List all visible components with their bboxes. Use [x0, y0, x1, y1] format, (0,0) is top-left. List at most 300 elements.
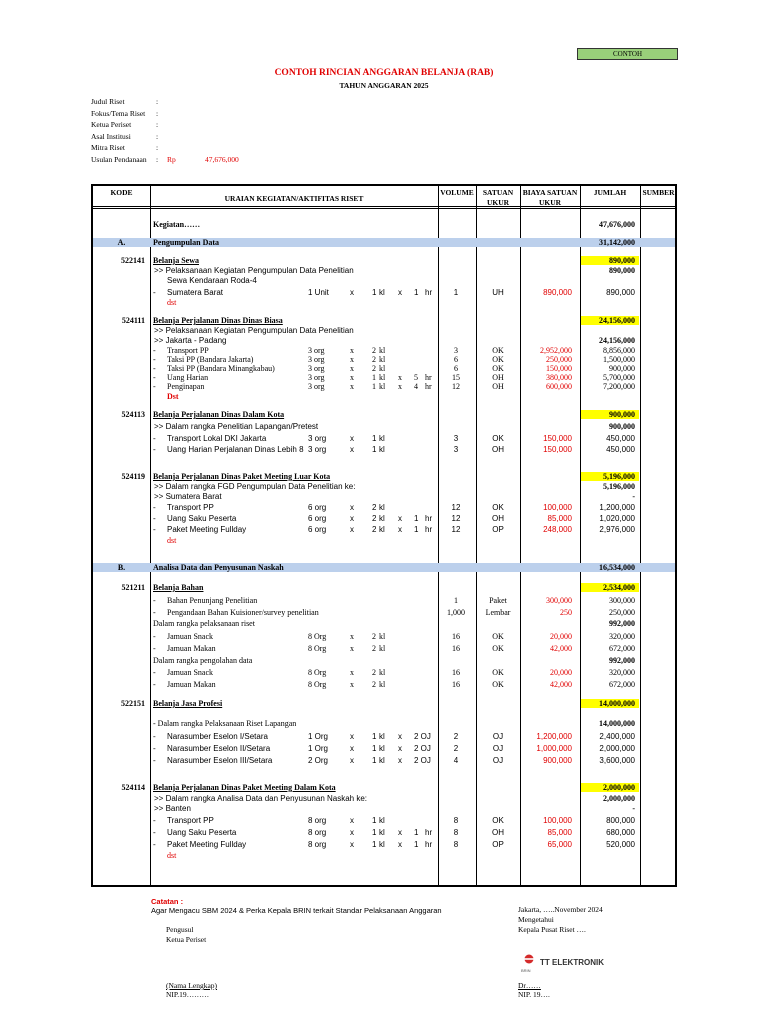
qty-times-unit: kl	[379, 373, 386, 382]
table-row	[93, 644, 675, 654]
qty-x1: x	[350, 668, 354, 677]
table-row-group	[93, 316, 675, 326]
row-amount: 520,000	[606, 840, 635, 849]
qty-x1: x	[350, 288, 354, 297]
proposer-role: Ketua Periset	[166, 935, 207, 944]
qty-times-unit: kl	[379, 756, 385, 765]
qty-x1: x	[350, 840, 354, 849]
row-unit: OJ	[492, 732, 504, 741]
qty-days-unit: hr	[425, 840, 433, 849]
row-volume: 2	[453, 744, 459, 753]
table-row	[93, 680, 675, 690]
row-amount: 900,000	[609, 410, 635, 419]
qty-x1: x	[350, 346, 354, 355]
qty-times-unit: kl	[379, 644, 386, 653]
table-row-dst	[93, 536, 675, 546]
row-unit-cost: 20,000	[550, 632, 572, 641]
qty-x2: x	[398, 514, 402, 523]
proposer-label: Pengusul	[166, 925, 194, 934]
qty-x1: x	[350, 382, 354, 391]
row-unit: OK	[492, 434, 504, 443]
row-amount: 890,000	[606, 288, 635, 297]
row-description: >> Dalam rangka Analisa Data dan Penyusunan Naskah ke:	[154, 794, 368, 803]
row-volume: 1	[454, 596, 458, 605]
row-amount: 14,000,000	[599, 699, 635, 708]
row-unit: OH	[492, 445, 504, 454]
row-unit-cost: 250	[560, 608, 572, 617]
row-unit-cost: 1,200,000	[536, 732, 572, 741]
row-description: dst	[167, 536, 177, 545]
row-description: Pengandaan Bahan Kuisioner/survey penelitian	[167, 608, 319, 617]
qty-times: 1	[372, 373, 376, 382]
row-code: 524113	[121, 410, 145, 419]
row-unit-cost: 42,000	[550, 644, 572, 653]
row-volume: 3	[453, 434, 459, 443]
qty-days-unit: hr	[425, 828, 433, 837]
qty-days: 4	[414, 382, 418, 391]
qty-days: 1	[414, 514, 419, 523]
row-description: >> Jakarta - Padang	[154, 336, 227, 345]
row-dash: -	[153, 364, 156, 373]
qty-times-unit: kl	[379, 445, 385, 454]
qty-times: 1	[372, 732, 377, 741]
qty-x2: x	[398, 828, 402, 837]
row-code: A.	[117, 238, 126, 247]
info-label: Mitra Riset	[91, 143, 125, 153]
row-volume: 3	[454, 346, 458, 355]
proposer-nip: NIP.19………	[166, 990, 210, 999]
row-unit-cost: 150,000	[546, 364, 572, 373]
qty-days: 2 OJ	[414, 732, 431, 741]
info-currency: Rp	[167, 155, 176, 164]
qty-times-unit: kl	[379, 732, 385, 741]
table-row-sub2	[93, 492, 675, 502]
row-description: Transport Lokal DKI Jakarta	[167, 434, 267, 443]
header-biaya: BIAYA SATUAN UKUR	[522, 188, 578, 207]
row-amount: 2,000,000	[603, 783, 635, 792]
row-dash: -	[153, 828, 156, 837]
table-row	[93, 756, 675, 766]
qty-people: 8 Org	[308, 668, 327, 677]
row-unit-cost: 85,000	[547, 514, 572, 523]
qty-people: 8 org	[308, 828, 327, 837]
proposer-name: (Nama Lengkap)	[166, 981, 218, 990]
qty-times-unit: kl	[379, 525, 385, 534]
table-row	[93, 732, 675, 742]
info-separator: :	[156, 143, 159, 153]
row-amount: 320,000	[609, 632, 635, 641]
qty-times-unit: kl	[379, 816, 385, 825]
qty-x1: x	[350, 732, 354, 741]
qty-days: 1	[414, 840, 419, 849]
row-unit: OK	[492, 346, 504, 355]
row-amount: 672,000	[609, 644, 635, 653]
row-unit-cost: 20,000	[550, 668, 572, 677]
info-label: Ketua Periset	[91, 120, 132, 130]
qty-days-unit: hr	[425, 525, 433, 534]
qty-people: 8 Org	[308, 644, 327, 653]
approver-role: Kepala Pusat Riset ….	[518, 925, 586, 934]
table-row	[93, 668, 675, 678]
row-dash: -	[153, 355, 156, 364]
table-row-sub2	[93, 804, 675, 814]
table-row	[93, 382, 675, 392]
row-dash: -	[153, 514, 156, 523]
place-date: Jakarta, …..November 2024	[518, 905, 603, 914]
qty-days: 5	[414, 373, 418, 382]
row-amount: 800,000	[606, 816, 635, 825]
row-description: Taksi PP (Bandara Minangkabau)	[167, 364, 275, 373]
row-amount: 890,000	[609, 266, 635, 275]
qty-times-unit: kl	[379, 840, 385, 849]
qty-people: 3 org	[308, 364, 325, 373]
qty-times-unit: kl	[379, 382, 386, 391]
row-unit: OJ	[492, 756, 504, 765]
qty-x2: x	[398, 373, 402, 382]
qty-x2: x	[398, 525, 402, 534]
qty-times-unit: kl	[379, 503, 385, 512]
qty-times: 2	[372, 668, 376, 677]
row-unit-cost: 900,000	[543, 756, 572, 765]
row-dash: -	[153, 346, 156, 355]
qty-people: 1 Org	[308, 744, 329, 753]
row-dash: -	[153, 632, 156, 641]
row-amount: 47,676,000	[599, 220, 635, 229]
row-code: B.	[117, 563, 126, 572]
qty-x1: x	[350, 364, 354, 373]
table-row	[93, 525, 675, 535]
qty-people: 3 org	[308, 445, 327, 454]
table-row-sub	[93, 326, 675, 336]
qty-x1: x	[350, 632, 354, 641]
qty-x1: x	[350, 503, 354, 512]
row-unit: OK	[492, 364, 504, 373]
row-amount: 3,600,000	[599, 756, 635, 765]
info-separator: :	[156, 131, 159, 141]
info-separator: :	[156, 97, 159, 106]
table-row-dst	[93, 298, 675, 308]
table-row-dst	[93, 851, 675, 861]
row-unit-cost: 65,000	[547, 840, 572, 849]
qty-x2: x	[398, 756, 402, 765]
row-unit-cost: 600,000	[546, 382, 572, 391]
table-row	[93, 288, 675, 298]
row-unit-cost: 890,000	[543, 288, 572, 297]
row-dash: -	[153, 525, 156, 534]
qty-x2: x	[398, 744, 402, 753]
row-unit: OK	[492, 668, 504, 677]
table-row-group	[93, 583, 675, 593]
row-description: Uang Harian	[167, 373, 209, 382]
qty-times: 1	[372, 744, 377, 753]
qty-x1: x	[350, 828, 354, 837]
qty-x1: x	[350, 525, 354, 534]
row-volume: 1,000	[447, 608, 465, 617]
table-row-plain	[93, 619, 675, 629]
row-dash: -	[153, 503, 156, 512]
row-code: 524119	[121, 472, 145, 481]
table-row-sub	[93, 266, 675, 276]
row-description: Narasumber Eselon I/Setara	[167, 732, 268, 741]
row-amount: 2,976,000	[599, 525, 635, 534]
row-amount: 8,856,000	[603, 346, 635, 355]
row-volume: 12	[451, 514, 461, 523]
notes-text: Agar Mengacu SBM 2024 & Perka Kepala BRIN terkait Standar Pelaksanaan Anggaran	[151, 906, 442, 915]
row-description: Kegiatan……	[153, 220, 201, 229]
row-volume: 2	[453, 732, 459, 741]
row-amount: -	[632, 804, 635, 813]
row-unit: OK	[492, 355, 504, 364]
row-description: >> Banten	[154, 804, 191, 813]
row-unit-cost: 1,000,000	[536, 744, 572, 753]
qty-times: 2	[372, 632, 376, 641]
row-dash: -	[153, 840, 156, 849]
info-label: Fokus/Tema Riset	[91, 108, 146, 118]
qty-times: 2	[372, 355, 376, 364]
info-label: Asal Institusi	[91, 131, 131, 141]
row-unit-cost: 42,000	[550, 680, 572, 689]
info-label: Usulan Pendanaan	[91, 155, 147, 164]
qty-days: 2 OJ	[414, 744, 431, 753]
table-row-group	[93, 472, 675, 482]
table-row	[93, 514, 675, 524]
row-volume: 6	[454, 364, 458, 373]
row-unit-cost: 85,000	[547, 828, 572, 837]
qty-times-unit: kl	[379, 434, 385, 443]
qty-x1: x	[350, 514, 354, 523]
qty-x1: x	[350, 434, 354, 443]
row-description: Pengumpulan Data	[153, 238, 220, 247]
qty-times-unit: kl	[379, 364, 386, 373]
row-code: 522151	[121, 699, 145, 708]
row-amount: 24,156,000	[599, 316, 635, 325]
qty-times: 2	[372, 680, 376, 689]
qty-times: 2	[372, 644, 376, 653]
row-description: Uang Saku Peserta	[167, 828, 237, 837]
table-row	[93, 503, 675, 513]
row-description: Dalam rangka pelaksanaan riset	[153, 619, 255, 628]
logo-sub: BRIN	[521, 968, 531, 973]
row-volume: 12	[451, 503, 461, 512]
row-amount: 2,000,000	[603, 794, 635, 803]
row-description: Dalam rangka pengolahan data	[153, 656, 253, 665]
row-amount: 890,000	[609, 256, 635, 265]
qty-times-unit: kl	[379, 828, 385, 837]
qty-people: 3 org	[308, 346, 325, 355]
row-description: Transport PP	[167, 503, 214, 512]
row-code: 524111	[121, 316, 145, 325]
qty-people: 3 org	[308, 434, 327, 443]
row-amount: 5,196,000	[603, 472, 635, 481]
qty-x2: x	[398, 732, 402, 741]
row-amount: 992,000	[609, 656, 635, 665]
row-amount: 16,534,000	[599, 563, 635, 572]
row-amount: 672,000	[609, 680, 635, 689]
row-description: Belanja Perjalanan Dinas Paket Meeting Dalam Kota	[153, 783, 336, 792]
table-row-group	[93, 783, 675, 793]
row-amount: 992,000	[609, 619, 635, 628]
row-amount: 5,700,000	[603, 373, 635, 382]
row-description: Paket Meeting Fullday	[167, 840, 247, 849]
notes-label: Catatan :	[151, 897, 184, 906]
row-dash: -	[153, 816, 156, 825]
row-amount: 300,000	[609, 596, 635, 605]
qty-days: 2 OJ	[414, 756, 431, 765]
qty-times: 1	[372, 828, 377, 837]
row-description: Jamuan Makan	[167, 644, 216, 653]
table-row-sub	[93, 794, 675, 804]
row-description: Jamuan Makan	[167, 680, 216, 689]
table-row-dst	[93, 392, 675, 402]
row-description: Sumatera Barat	[167, 288, 224, 297]
table-row-group	[93, 410, 675, 420]
row-unit: UH	[492, 288, 504, 297]
row-unit: OK	[492, 680, 504, 689]
row-volume: 12	[452, 382, 460, 391]
row-unit-cost: 248,000	[543, 525, 572, 534]
qty-x1: x	[350, 373, 354, 382]
qty-times-unit: kl	[379, 668, 386, 677]
row-dash: -	[153, 608, 156, 617]
row-unit-cost: 100,000	[543, 816, 572, 825]
qty-x2: x	[398, 840, 402, 849]
table-row-plain	[93, 719, 675, 729]
qty-times-unit: kl	[379, 355, 386, 364]
row-description: Uang Saku Peserta	[167, 514, 237, 523]
table-row-section	[93, 563, 675, 573]
row-unit: Lembar	[485, 608, 511, 617]
row-description: Bahan Penunjang Penelitian	[167, 596, 258, 605]
qty-times-unit: kl	[379, 632, 386, 641]
row-description: >> Dalam rangka Penelitian Lapangan/Pretest	[154, 422, 319, 431]
info-separator: :	[156, 108, 159, 118]
qty-x1: x	[350, 744, 354, 753]
row-volume: 15	[452, 373, 460, 382]
table-row	[93, 434, 675, 444]
row-description: Taksi PP (Bandara Jakarta)	[167, 355, 254, 364]
qty-times-unit: kl	[379, 514, 385, 523]
row-code: 524114	[121, 783, 145, 792]
table-row	[93, 840, 675, 850]
qty-x1: x	[350, 644, 354, 653]
qty-times-unit: kl	[379, 680, 386, 689]
row-dash: -	[153, 668, 156, 677]
qty-days-unit: hr	[425, 373, 432, 382]
info-value: 47,676,000	[205, 155, 239, 164]
row-unit: OK	[492, 632, 504, 641]
table-row-cont	[93, 276, 675, 286]
table-row-heading	[93, 220, 675, 230]
row-amount: 2,534,000	[603, 583, 635, 592]
page-title: CONTOH RINCIAN ANGGARAN BELANJA (RAB)	[274, 68, 494, 78]
qty-people: 6 org	[308, 503, 327, 512]
row-description: dst	[167, 298, 177, 307]
header-kode: KODE	[110, 188, 133, 197]
row-description: Belanja Jasa Profesi	[153, 699, 223, 708]
row-unit-cost: 380,000	[546, 373, 572, 382]
row-description: Belanja Perjalanan Dinas Dalam Kota	[153, 410, 285, 419]
row-amount: 24,156,000	[599, 336, 635, 345]
row-dash: -	[153, 644, 156, 653]
row-unit-cost: 2,952,000	[540, 346, 572, 355]
logo-brand: TT ELEKTRONIK	[540, 958, 604, 967]
row-unit-cost: 100,000	[543, 503, 572, 512]
row-amount: 450,000	[606, 434, 635, 443]
row-description: Paket Meeting Fullday	[167, 525, 247, 534]
row-unit: OJ	[492, 744, 504, 753]
row-description: Belanja Bahan	[153, 583, 204, 592]
qty-people: 8 org	[308, 840, 327, 849]
qty-people: 6 org	[308, 525, 327, 534]
table-row	[93, 632, 675, 642]
table-row	[93, 744, 675, 754]
approver-nip: NIP. 19….	[518, 990, 550, 999]
logo-mark-icon	[521, 954, 537, 968]
table-row-group	[93, 256, 675, 266]
table-row	[93, 816, 675, 826]
row-dash: -	[153, 596, 156, 605]
qty-days: 1	[414, 828, 419, 837]
qty-x2: x	[398, 382, 402, 391]
table-row-plain	[93, 656, 675, 666]
qty-times-unit: kl	[379, 346, 386, 355]
row-unit: OH	[492, 828, 504, 837]
row-description: Narasumber Eselon II/Setara	[167, 744, 271, 753]
row-amount: 320,000	[609, 668, 635, 677]
header-jumlah: JUMLAH	[593, 188, 627, 197]
row-description: Jamuan Snack	[167, 668, 213, 677]
qty-days: 1	[414, 288, 419, 297]
qty-times: 2	[372, 503, 377, 512]
row-description: Belanja Perjalanan Dinas Dinas Biasa	[153, 316, 283, 325]
qty-times: 2	[372, 364, 376, 373]
qty-days-unit: hr	[425, 514, 433, 523]
info-separator: :	[156, 120, 159, 130]
row-unit: OH	[492, 373, 504, 382]
table-row	[93, 608, 675, 618]
row-amount: 450,000	[606, 445, 635, 454]
qty-times: 1	[372, 445, 377, 454]
row-dash: -	[153, 434, 156, 443]
qty-people: 3 org	[308, 355, 325, 364]
row-dash: -	[153, 756, 156, 765]
row-unit: OP	[492, 525, 504, 534]
row-amount: 900,000	[609, 422, 635, 431]
header-volume: VOLUME	[440, 188, 474, 197]
info-separator: :	[156, 155, 159, 164]
qty-times: 2	[372, 525, 377, 534]
row-volume: 8	[453, 828, 459, 837]
row-amount: -	[632, 492, 635, 501]
row-amount: 14,000,000	[599, 719, 635, 728]
table-row-sub2	[93, 336, 675, 346]
budget-table	[91, 184, 677, 887]
row-unit-cost: 250,000	[546, 355, 572, 364]
row-unit-cost: 300,000	[546, 596, 572, 605]
table-row	[93, 596, 675, 606]
row-unit-cost: 150,000	[543, 445, 572, 454]
qty-people: 2 Org	[308, 756, 329, 765]
row-description: Uang Harian Perjalanan Dinas Lebih 8	[167, 445, 304, 454]
qty-x1: x	[350, 680, 354, 689]
qty-x1: x	[350, 355, 354, 364]
row-description: >> Sumatera Barat	[154, 492, 222, 501]
qty-people: 8 Org	[308, 680, 327, 689]
qty-x1: x	[350, 445, 354, 454]
row-unit: OP	[492, 840, 504, 849]
row-volume: 16	[452, 644, 460, 653]
row-amount: 2,000,000	[599, 744, 635, 753]
